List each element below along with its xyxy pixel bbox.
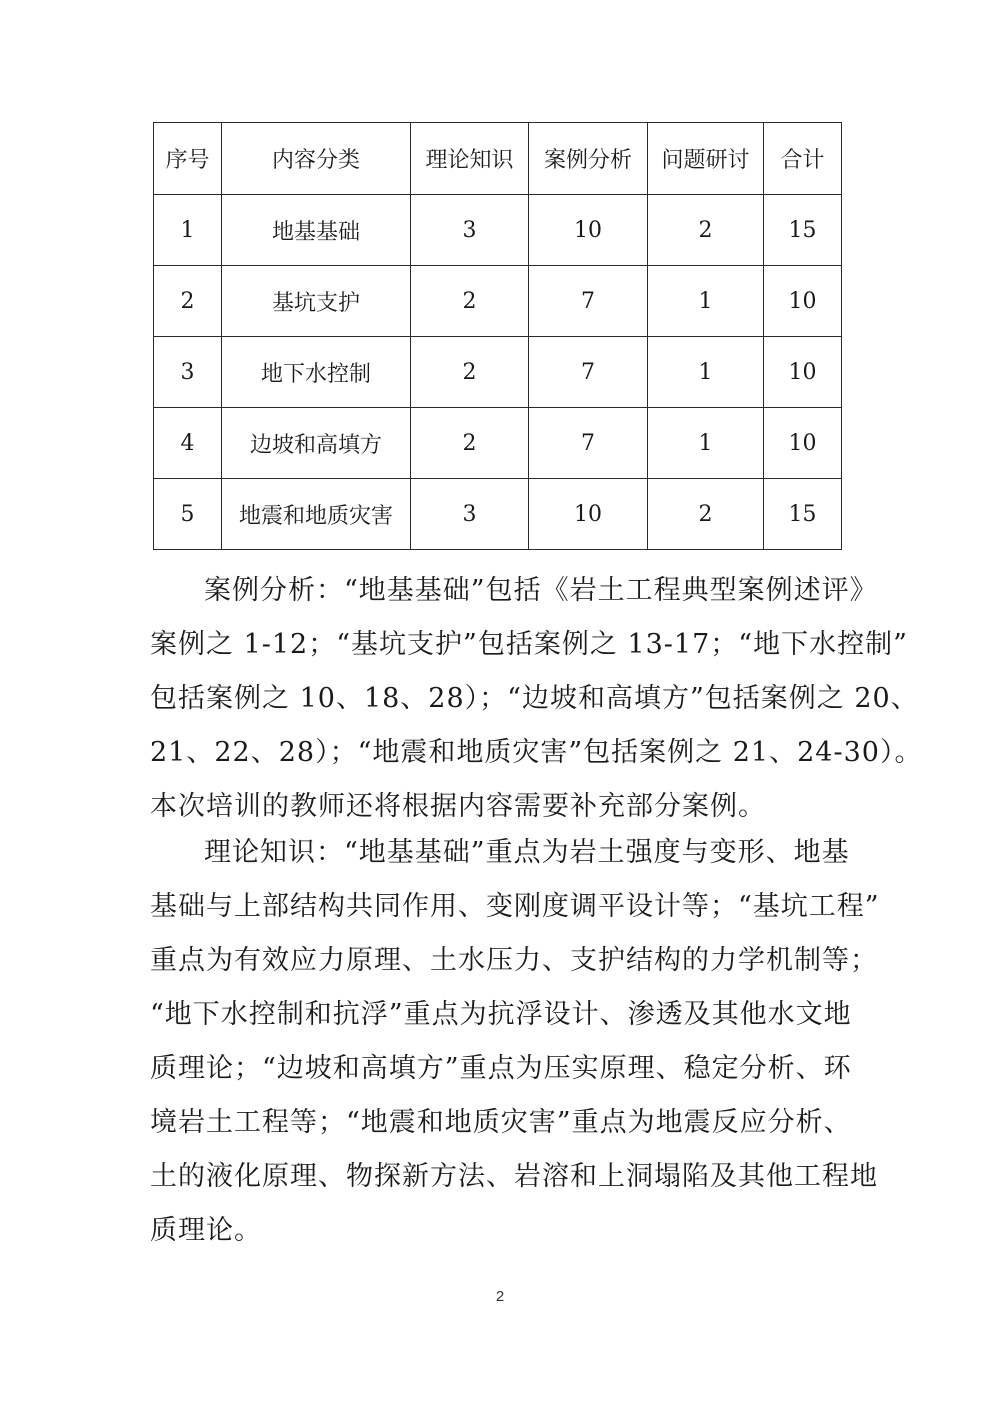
table-cell: 基坑支护 bbox=[222, 266, 411, 337]
header-cell: 序号 bbox=[154, 123, 222, 195]
table-cell: 2 bbox=[648, 195, 764, 266]
table-cell: 15 bbox=[764, 195, 842, 266]
paragraph-line: 案例分析：“地基基础”包括《岩土工程典型案例述评》 bbox=[204, 575, 878, 606]
paragraph-line: 质理论；“边坡和高填方”重点为压实原理、稳定分析、环 bbox=[150, 1053, 852, 1084]
header-cell: 理论知识 bbox=[411, 123, 529, 195]
paragraph-line: 境岩土工程等；“地震和地质灾害”重点为地震反应分析、 bbox=[150, 1107, 852, 1138]
paragraph-line: 案例之 1-12；“基坑支护”包括案例之 13-17；“地下水控制” bbox=[150, 629, 908, 660]
table-cell: 1 bbox=[648, 408, 764, 479]
table-cell: 5 bbox=[154, 479, 222, 550]
table-cell: 地震和地质灾害 bbox=[222, 479, 411, 550]
paragraph-line: 基础与上部结构共同作用、变刚度调平设计等；“基坑工程” bbox=[150, 891, 880, 922]
table-cell: 7 bbox=[529, 266, 648, 337]
theory-knowledge-paragraph bbox=[150, 826, 880, 1258]
table-cell: 2 bbox=[648, 479, 764, 550]
table-row bbox=[154, 479, 842, 550]
table-cell: 10 bbox=[529, 479, 648, 550]
paragraph-line: 21、22、28）；“地震和地质灾害”包括案例之 21、24-30）。 bbox=[150, 737, 923, 768]
table-header-row bbox=[154, 123, 842, 195]
page-number: 2 bbox=[495, 1288, 505, 1305]
table-cell: 3 bbox=[154, 337, 222, 408]
table-cell: 2 bbox=[411, 408, 529, 479]
table-cell: 10 bbox=[529, 195, 648, 266]
case-analysis-paragraph bbox=[150, 564, 923, 834]
table-cell: 地下水控制 bbox=[222, 337, 411, 408]
table-cell: 2 bbox=[411, 266, 529, 337]
table-cell: 地基基础 bbox=[222, 195, 411, 266]
paragraph-line: 土的液化原理、物探新方法、岩溶和上洞塌陷及其他工程地 bbox=[150, 1161, 878, 1192]
table-cell: 边坡和高填方 bbox=[222, 408, 411, 479]
paragraph-line: 包括案例之 10、18、28）；“边坡和高填方”包括案例之 20、 bbox=[150, 683, 919, 714]
paragraph-line: 重点为有效应力原理、土水压力、支护结构的力学机制等； bbox=[150, 945, 878, 976]
table-cell: 15 bbox=[764, 479, 842, 550]
paragraph-line: 理论知识：“地基基础”重点为岩土强度与变形、地基 bbox=[204, 837, 850, 868]
table-cell: 1 bbox=[648, 337, 764, 408]
header-cell: 问题研讨 bbox=[648, 123, 764, 195]
header-cell: 案例分析 bbox=[529, 123, 648, 195]
table-cell: 10 bbox=[764, 266, 842, 337]
table-cell: 3 bbox=[411, 195, 529, 266]
table-cell: 3 bbox=[411, 479, 529, 550]
paragraph-line: 本次培训的教师还将根据内容需要补充部分案例。 bbox=[150, 791, 766, 822]
table-cell: 2 bbox=[411, 337, 529, 408]
table-row bbox=[154, 195, 842, 266]
table-cell: 7 bbox=[529, 337, 648, 408]
table-row bbox=[154, 266, 842, 337]
header-cell: 内容分类 bbox=[222, 123, 411, 195]
course-hours-table bbox=[153, 122, 842, 550]
table-cell: 10 bbox=[764, 337, 842, 408]
table-cell: 1 bbox=[648, 266, 764, 337]
table-cell: 10 bbox=[764, 408, 842, 479]
table-cell: 1 bbox=[154, 195, 222, 266]
header-cell: 合计 bbox=[764, 123, 842, 195]
paragraph-line: “地下水控制和抗浮”重点为抗浮设计、渗透及其他水文地 bbox=[150, 999, 852, 1030]
table-row bbox=[154, 408, 842, 479]
table-cell: 4 bbox=[154, 408, 222, 479]
paragraph-line: 质理论。 bbox=[150, 1215, 262, 1246]
table-cell: 7 bbox=[529, 408, 648, 479]
table-cell: 2 bbox=[154, 266, 222, 337]
table-row bbox=[154, 337, 842, 408]
